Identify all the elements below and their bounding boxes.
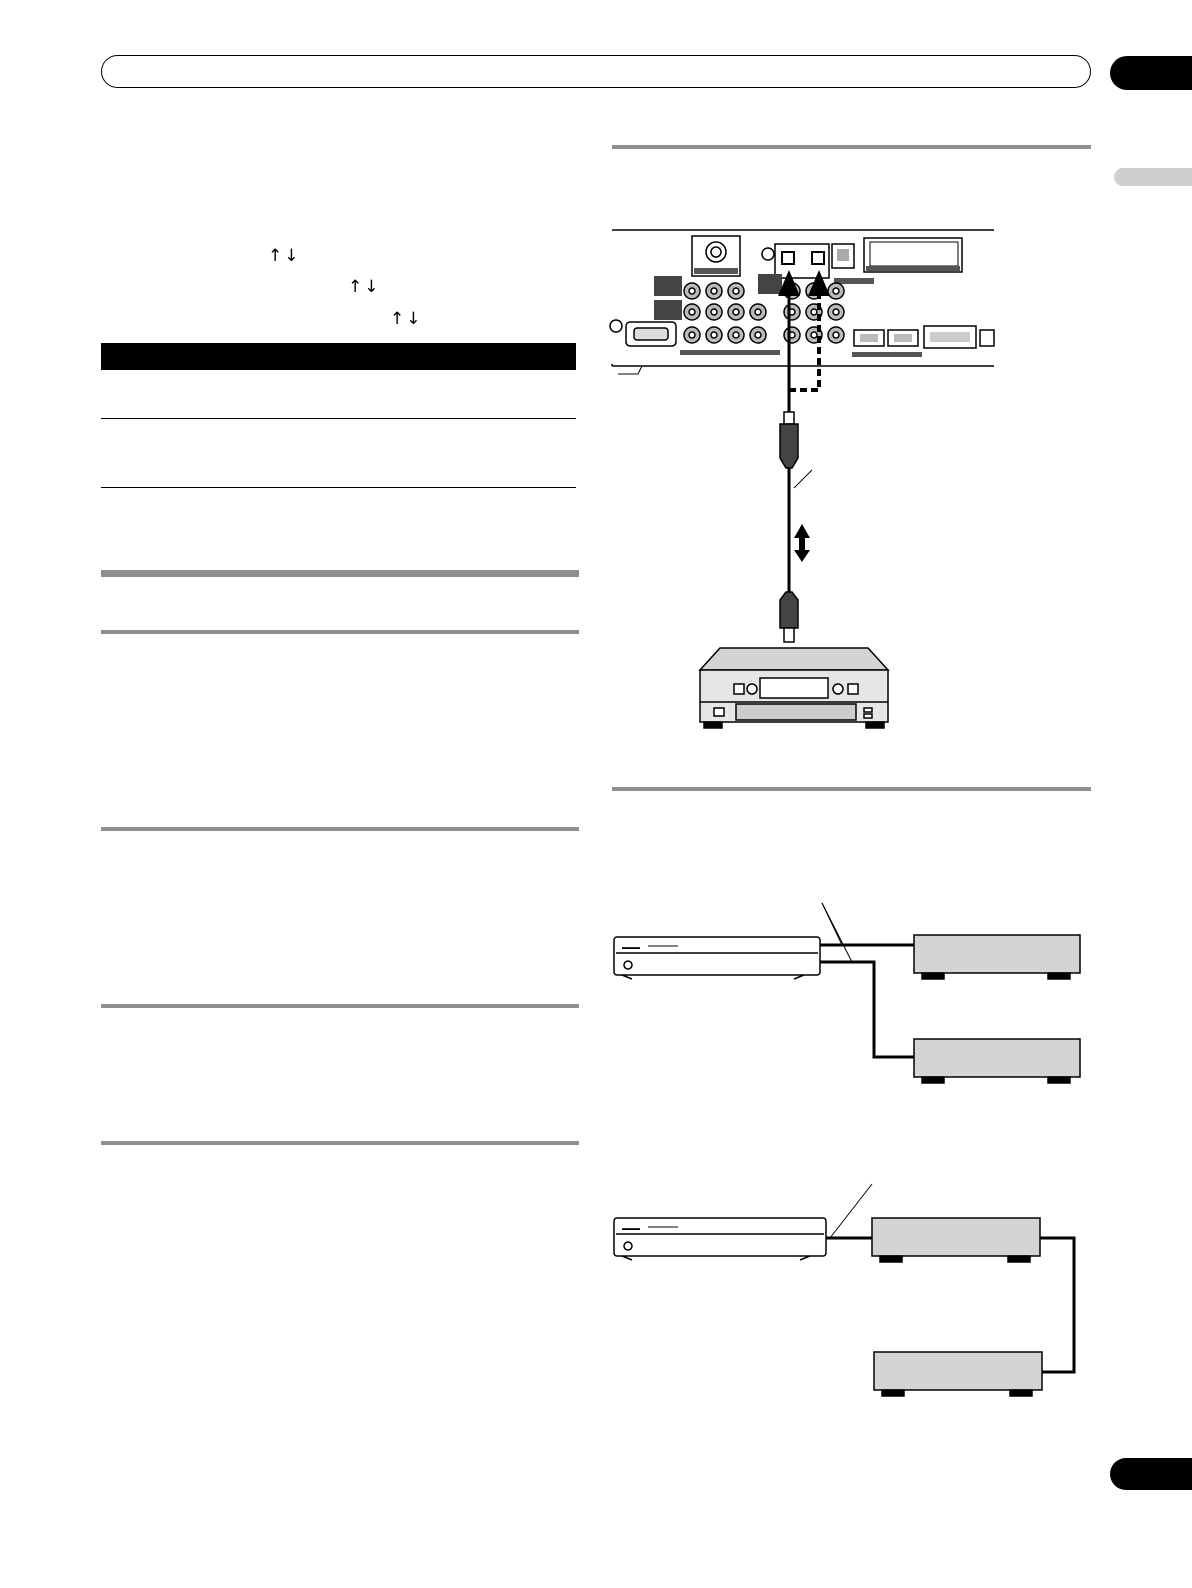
connection-cables xyxy=(820,945,914,1057)
rear-panel-connection-diagram xyxy=(608,226,998,736)
media-receiver-unit xyxy=(614,1218,826,1260)
language-tab xyxy=(1114,168,1192,186)
subsection-rule xyxy=(612,787,1091,791)
up-down-arrow-icon: ↑↓ xyxy=(348,277,381,297)
page-number-badge xyxy=(1110,1458,1192,1490)
table-row-divider xyxy=(101,418,576,419)
external-device-1 xyxy=(872,1218,1040,1262)
chapter-tab xyxy=(1110,56,1192,90)
page-header-bar xyxy=(101,55,1091,88)
table-header xyxy=(101,343,576,370)
cable-callout xyxy=(822,903,852,962)
external-device-1 xyxy=(914,935,1080,979)
up-down-arrow-icon: ↑↓ xyxy=(390,309,423,329)
section-rule-thick xyxy=(101,570,579,577)
subsection-rule xyxy=(101,630,579,634)
double-arrow-icon xyxy=(794,524,810,562)
recorder-device xyxy=(700,648,888,728)
optical-plug-icon xyxy=(780,592,798,642)
cable-callout xyxy=(830,1184,872,1238)
optical-plug-icon xyxy=(780,412,798,468)
subsection-rule xyxy=(612,145,1091,149)
external-device-2 xyxy=(874,1352,1042,1396)
chain-connection-diagram xyxy=(608,1178,1088,1408)
svg-text:▬▬▬: ▬▬▬ xyxy=(622,945,640,951)
subsection-rule xyxy=(101,827,579,831)
subsection-rule xyxy=(101,1141,579,1145)
subsection-rule xyxy=(101,1004,579,1008)
svg-text:▬▬▬: ▬▬▬ xyxy=(622,1226,640,1232)
up-down-arrow-icon: ↑↓ xyxy=(268,246,301,266)
rear-terminal-panel xyxy=(610,230,994,374)
external-device-2 xyxy=(914,1039,1080,1083)
parallel-connection-diagram xyxy=(608,895,1088,1085)
table-row-divider xyxy=(101,487,576,488)
media-receiver-unit xyxy=(614,937,820,979)
